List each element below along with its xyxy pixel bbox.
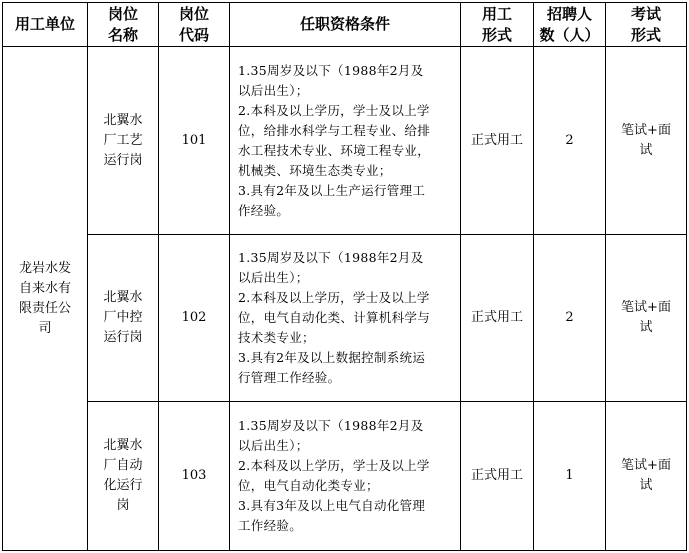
headcount: 2 (534, 235, 606, 402)
employer-unit: 龙岩水发 自来水有 限责任公 司 (3, 47, 88, 551)
exam-type: 笔试+面 试 (606, 235, 687, 402)
position-name: 北翼水 厂工艺 运行岗 (88, 47, 159, 235)
headcount: 1 (534, 402, 606, 551)
position-requirements: 1.35周岁及以下（1988年2月及 以后出生）； 2.本科及以上学历，学士及以上学 位，给排水科学与工程专业、给排 水工程技术专业、环境工程专业， 机械类、环境生态类专业； 3.具有2年及以上生产运行管理工 作经验。 (230, 47, 461, 235)
header-exam-type: 考试 形式 (606, 3, 687, 47)
exam-type: 笔试+面 试 (606, 402, 687, 551)
position-code: 102 (159, 235, 230, 402)
employment-type: 正式用工 (461, 47, 534, 235)
header-position-code: 岗位 代码 (159, 3, 230, 47)
header-employment-type: 用工 形式 (461, 3, 534, 47)
headcount: 2 (534, 47, 606, 235)
header-headcount: 招聘人 数（人） (534, 3, 606, 47)
position-name: 北翼水 厂中控 运行岗 (88, 235, 159, 402)
header-position-name: 岗位 名称 (88, 3, 159, 47)
position-requirements: 1.35周岁及以下（1988年2月及 以后出生）； 2.本科及以上学历，学士及以上学 位，电气自动化类专业； 3.具有3年及以上电气自动化管理 工作经验。 (230, 402, 461, 551)
position-requirements: 1.35周岁及以下（1988年2月及 以后出生）； 2.本科及以上学历，学士及以上学 位，电气自动化类、计算机科学与 技术类专业； 3.具有2年及以上数据控制系统运 行管理工作经验。 (230, 235, 461, 402)
exam-type: 笔试+面 试 (606, 47, 687, 235)
table-row (3, 47, 687, 235)
position-code: 101 (159, 47, 230, 235)
header-row (3, 3, 687, 47)
header-requirements: 任职资格条件 (230, 3, 461, 47)
employment-type: 正式用工 (461, 235, 534, 402)
employment-type: 正式用工 (461, 402, 534, 551)
recruitment-table (2, 2, 687, 551)
header-unit: 用工单位 (3, 3, 88, 47)
position-name: 北翼水 厂自动 化运行 岗 (88, 402, 159, 551)
table-row (3, 402, 687, 551)
position-code: 103 (159, 402, 230, 551)
table-row (3, 235, 687, 402)
